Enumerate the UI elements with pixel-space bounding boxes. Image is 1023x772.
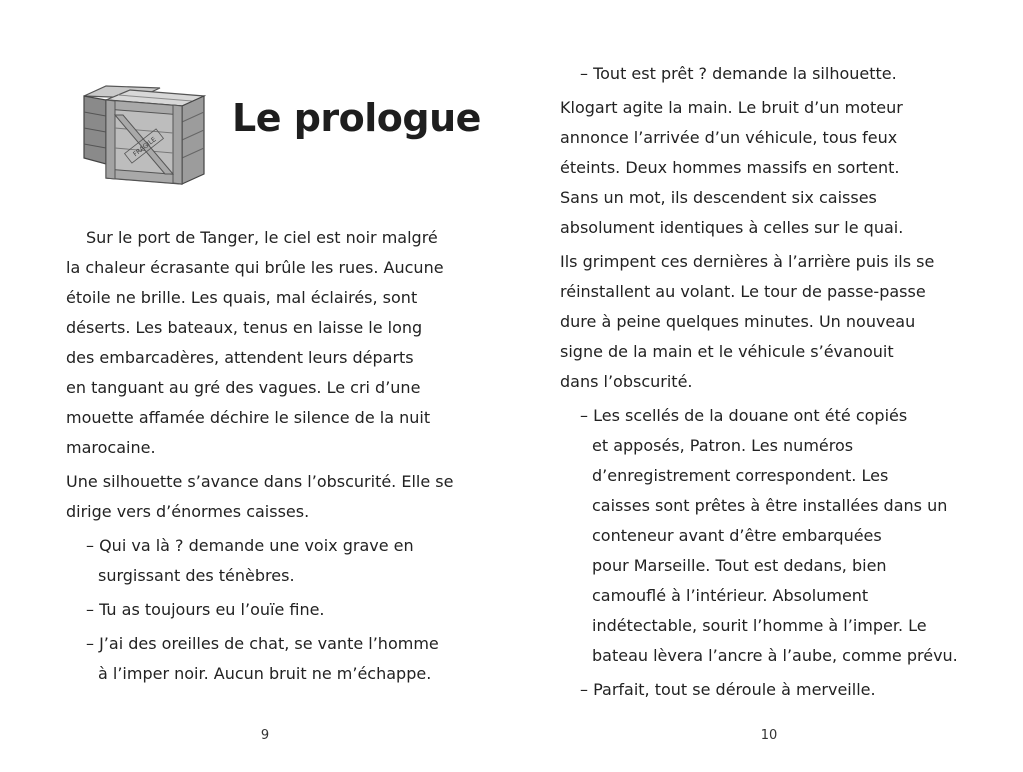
left-page-text [66, 223, 466, 689]
text-line: en tanguant au gré des vagues. Le cri d’une [66, 378, 421, 397]
text-line: mouette affamée déchire le silence de la nuit [66, 408, 431, 427]
text-line: déserts. Les bateaux, tenus en laisse le long [66, 318, 423, 337]
right-page-text [560, 59, 965, 705]
text-line: réinstallent au volant. Le tour de passe-passe [560, 282, 926, 301]
crate-icon [78, 82, 206, 188]
dialogue-line: – J’ai des oreilles de chat, se vante l’homme [86, 634, 439, 653]
text-line: dans l’obscurité. [560, 372, 693, 391]
chapter-title: Le prologue [232, 96, 481, 140]
text-line: Klogart agite la main. Le bruit d’un moteur [560, 98, 903, 117]
text-line: dirige vers d’énormes caisses. [66, 502, 310, 521]
dialogue-line: pour Marseille. Tout est dedans, bien [592, 556, 887, 575]
text-line: éteints. Deux hommes massifs en sortent. [560, 158, 900, 177]
text-line: absolument identiques à celles sur le quai. [560, 218, 904, 237]
crate-stamp-label: FRAGILE [131, 135, 158, 159]
page-number-right: 10 [760, 728, 778, 743]
dialogue-line: caisses sont prêtes à être installées dans un [592, 496, 948, 515]
text-line: Une silhouette s’avance dans l’obscurité. Elle se [66, 472, 454, 491]
dialogue-line: à l’imper noir. Aucun bruit ne m’échappe. [98, 664, 432, 683]
dialogue-line: bateau lèvera l’ancre à l’aube, comme prévu. [592, 646, 958, 665]
text-line: des embarcadères, attendent leurs départs [66, 348, 414, 367]
text-line: dure à peine quelques minutes. Un nouveau [560, 312, 916, 331]
dialogue-line: indétectable, sourit l’homme à l’imper. Le [592, 616, 927, 635]
dialogue-line: – Les scellés de la douane ont été copiés [580, 406, 908, 425]
dialogue-line: – Qui va là ? demande une voix grave en [86, 536, 414, 555]
crate-illustration [78, 82, 206, 188]
text-line: Sur le port de Tanger, le ciel est noir malgré [86, 228, 438, 247]
dialogue-line: – Tout est prêt ? demande la silhouette. [580, 64, 897, 83]
dialogue-line: – Parfait, tout se déroule à merveille. [580, 680, 876, 699]
dialogue-line: surgissant des ténèbres. [98, 566, 295, 585]
text-line: marocaine. [66, 438, 156, 457]
text-line: Sans un mot, ils descendent six caisses [560, 188, 877, 207]
dialogue-line: d’enregistrement correspondent. Les [592, 466, 889, 485]
dialogue-line: et apposés, Patron. Les numéros [592, 436, 854, 455]
text-line: la chaleur écrasante qui brûle les rues. Aucune [66, 258, 444, 277]
dialogue-line: camouflé à l’intérieur. Absolument [592, 586, 869, 605]
page-number-left: 9 [260, 728, 270, 743]
dialogue-line: – Tu as toujours eu l’ouïe fine. [86, 600, 325, 619]
text-line: signe de la main et le véhicule s’évanouit [560, 342, 894, 361]
text-line: Ils grimpent ces dernières à l’arrière puis ils se [560, 252, 935, 271]
dialogue-line: conteneur avant d’être embarquées [592, 526, 882, 545]
text-line: annonce l’arrivée d’un véhicule, tous feux [560, 128, 898, 147]
text-line: étoile ne brille. Les quais, mal éclairés, sont [66, 288, 418, 307]
